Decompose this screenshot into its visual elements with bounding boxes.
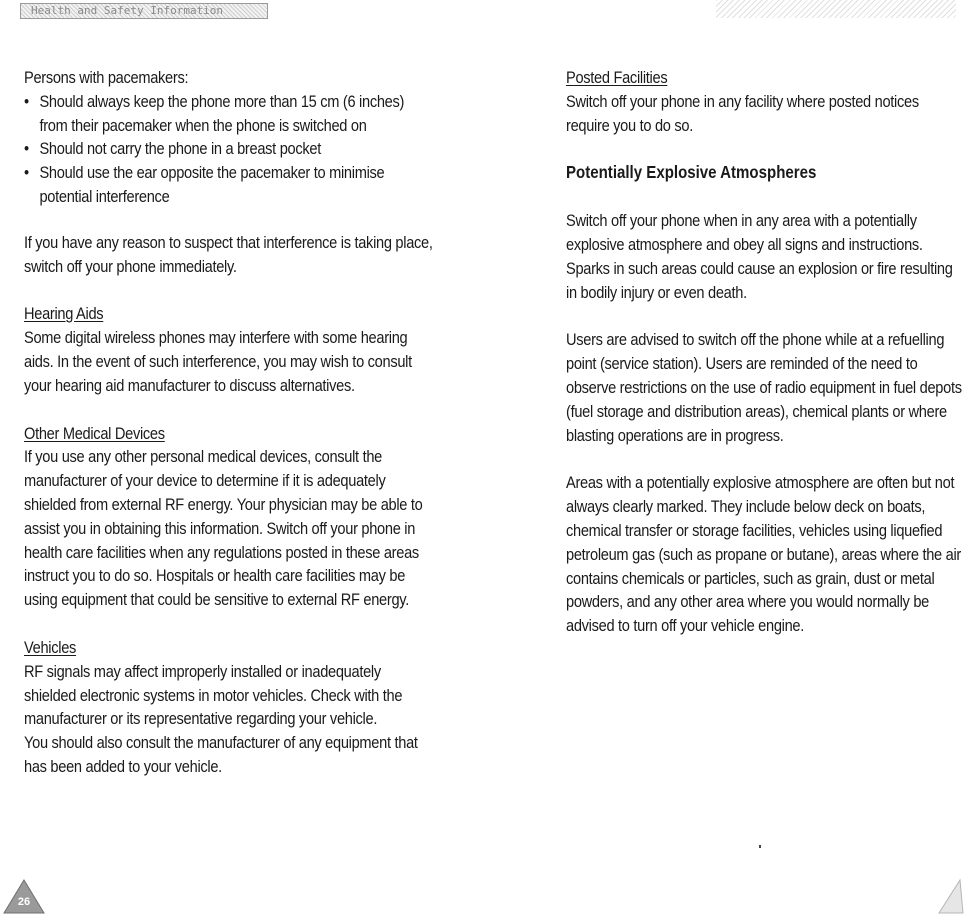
explosive-paragraph-2: Users are advised to switch off the phone while at a refuelling point (service station). Users are reminded of the need to observe restrictions on the use of radio equipment in fuel depots (fuel storage and distribution areas), chemical plants or where blasting operations are in progress. — [566, 330, 962, 445]
page-number: 26 — [17, 896, 31, 908]
pacemaker-note: If you have any reason to suspect that interference is taking place, switch off your phone immediately. — [24, 232, 433, 276]
list-item: • Should always keep the phone more than 15 cm (6 inches) from their pacemaker when the phone is switched on — [24, 90, 435, 138]
list-item: • Should not carry the phone in a breast pocket — [24, 137, 435, 161]
pacemaker-list — [24, 90, 435, 209]
vehicles-text: RF signals may affect improperly installed or inadequately shielded electronic systems in motor vehicles. Check with the manufacturer or its representative regarding your vehicle. — [24, 661, 403, 729]
hearing-aids-text: Some digital wireless phones may interfere with some hearing aids. In the event of such interference, you may wish to consult your hearing aid manufacturer to discuss alternatives. — [24, 328, 412, 395]
other-medical-text: If you use any other personal medical devices, consult the manufacturer of your device to determine if it is adequately shielded from external RF energy. Your physician may be able to assist you in obtaining this information. Switch off your phone in health care facilities when any regulations posted in these areas instruct you to do so. Hospitals or health care facilities may be using equipment that could be sensitive to external RF energy. — [24, 447, 423, 610]
explosive-paragraph-3: Areas with a potentially explosive atmosphere are often but not always clearly marked. They include below deck on boats, chemical transfer or storage facilities, vehicles using liquefied petroleum gas (such as propane or butane), areas where the air contains chemicals or particles, such as grain, dust or metal powders, and any other area where you would normally be advised to turn off your vehicle engine. — [566, 473, 962, 636]
print-speck — [759, 845, 761, 848]
posted-facilities-text: Switch off your phone in any facility where posted notices require you to do so. — [566, 91, 919, 135]
right-column — [566, 66, 966, 638]
triangle-icon — [936, 878, 964, 914]
header-band-decoration — [716, 0, 956, 18]
section-heading-hearing-aids: Hearing Aids — [24, 304, 104, 324]
section-heading-vehicles: Vehicles — [24, 637, 77, 657]
section-heading-posted-facilities: Posted Facilities — [566, 68, 668, 87]
pacemakers-intro: Persons with pacemakers: — [24, 68, 189, 87]
list-item: • Should use the ear opposite the pacemaker to minimise potential interference — [24, 161, 435, 209]
explosive-paragraph-1: Switch off your phone when in any area with a potentially explosive atmosphere and obey all signs and instructions. Sparks in such areas could cause an explosion or fire resulting in bodily injury or even death. — [566, 211, 953, 302]
running-header: Health and Safety Information — [20, 3, 268, 19]
page-number-badge — [2, 878, 46, 914]
left-column — [24, 66, 435, 779]
section-heading-explosive-atmospheres: Potentially Explosive Atmospheres — [566, 162, 817, 183]
vehicles-text-2: You should also consult the manufacturer of any equipment that has been added to your vehicle. — [24, 733, 418, 776]
section-heading-other-medical-devices: Other Medical Devices — [24, 423, 165, 443]
